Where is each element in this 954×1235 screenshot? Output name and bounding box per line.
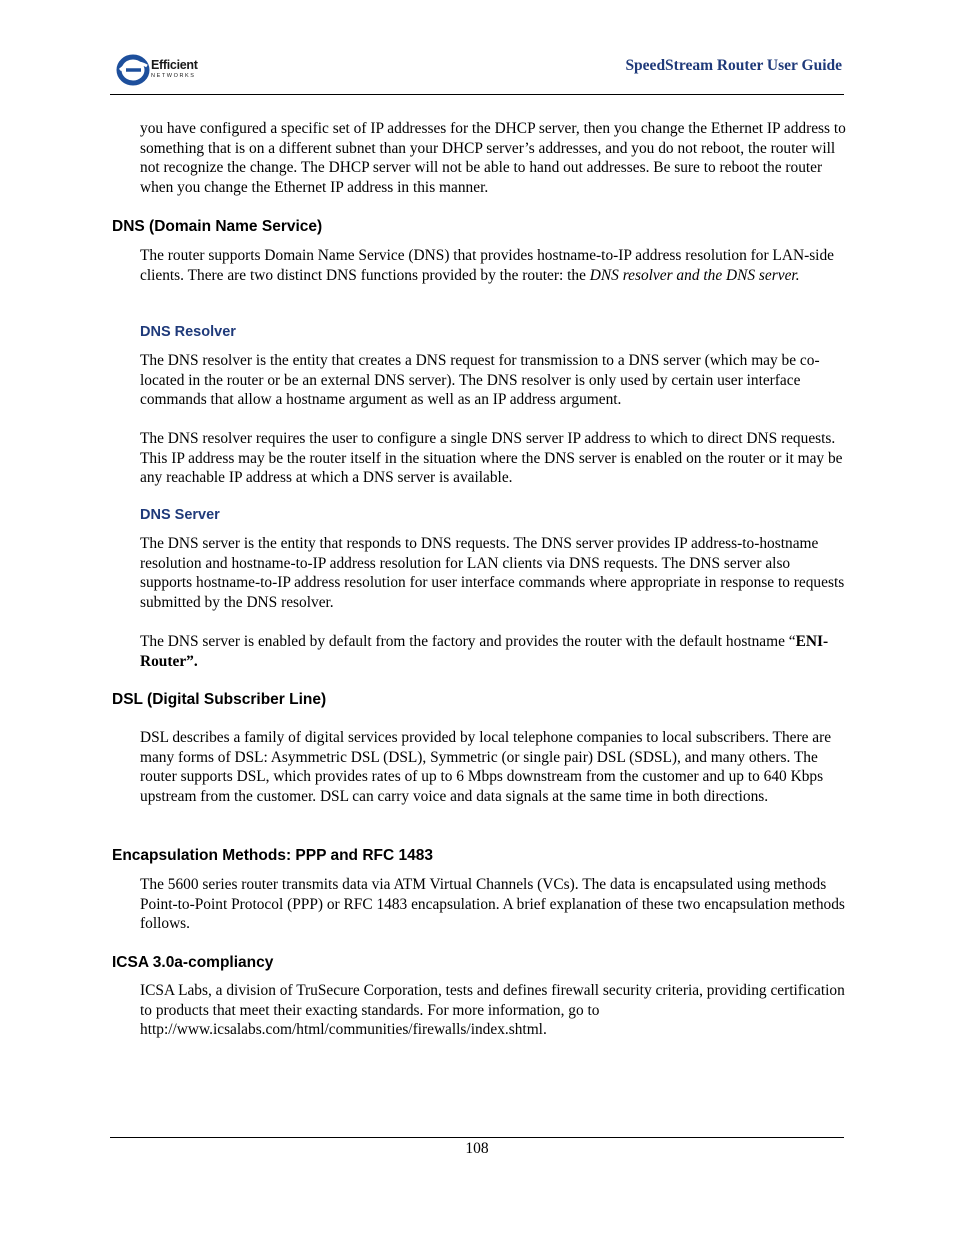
- dns-paragraph-italic: DNS resolver and the DNS server.: [589, 266, 800, 284]
- icsa-paragraph: ICSA Labs, a division of TruSecure Corporation, tests and defines firewall security criteria, providing certification to products that meet their exacting standards. For more information, go to http://www.icsalabs.com/html/communities/firewalls/index.shtml.: [140, 982, 845, 1039]
- footer-divider: [110, 1137, 844, 1138]
- dns-server-paragraph-1: The DNS server is the entity that responds to DNS requests. The DNS server provides IP address-to-hostname resolution and hostname-to-IP address resolution for LAN clients via DNS requests. The DNS server also supports hostname-to-IP address resolution for user interface commands where appropriate in response to requests submitted by the DNS resolver.: [140, 535, 845, 612]
- dsl-paragraph: DSL describes a family of digital services provided by local telephone companies to local subscribers. There are many forms of DSL: Asymmetric DSL (DSL), Symmetric (or single pair) DSL (SDSL), and many others. The router supports DSL, which provides rates of up to 6 Mbps downstream from the customer and up to 640 Kbps upstream from the customer. DSL can carry voice and data signals at the same time in both directions.: [140, 729, 832, 806]
- dns-server-paragraph-2-text: The DNS server is enabled by default from the factory and provides the router with the default hostname “: [140, 633, 796, 650]
- efficient-networks-logo: [114, 52, 214, 86]
- icsa-heading: ICSA 3.0a-compliancy: [112, 954, 274, 971]
- guide-title: SpeedStream Router User Guide: [625, 57, 842, 74]
- dns-resolver-paragraph-2: The DNS resolver requires the user to configure a single DNS server IP address to which to direct DNS requests. This IP address may be the router itself in the situation where the DNS server is enabled on the router or it may be any reachable IP address at which a DNS server is available.: [140, 430, 843, 487]
- dns-paragraph-text: The router supports Domain Name Service (DNS) that provides hostname-to-IP address resolution for LAN-side clients. There are two distinct DNS functions provided by the router: the: [140, 247, 834, 284]
- page-number: 108: [465, 1140, 489, 1157]
- dns-resolver-heading: DNS Resolver: [140, 324, 236, 340]
- default-hostname: ENI-Router”.: [140, 633, 829, 670]
- dns-resolver-paragraph-1: The DNS resolver is the entity that creates a DNS request for transmission to a DNS server (which may be co-located in the router or be an external DNS server). The DNS resolver is only used by certain user interface commands that allow a hostname argument as well as an IP address argument.: [140, 352, 820, 409]
- page-header: [110, 48, 844, 95]
- dns-server-heading: DNS Server: [140, 507, 220, 523]
- encapsulation-paragraph: The 5600 series router transmits data via ATM Virtual Channels (VCs). The data is encapsulated using methods Point-to-Point Protocol (PPP) or RFC 1483 encapsulation. A brief explanation of these two encapsulation methods follows.: [140, 876, 845, 933]
- dns-paragraph: [140, 246, 846, 285]
- encapsulation-heading: Encapsulation Methods: PPP and RFC 1483: [112, 847, 433, 864]
- dns-server-paragraph-2: [140, 632, 846, 671]
- dns-heading: DNS (Domain Name Service): [112, 218, 323, 235]
- logo-subtitle: NETWORKS: [151, 73, 196, 79]
- intro-paragraph: you have configured a specific set of IP addresses for the DHCP server, then you change the Ethernet IP address to something that is on a different subnet than your DHCP server’s addresses, and you do not reboot, the router will not recognize the change. The DHCP server will not be able to hand out addresses. Be sure to reboot the router when you change the Ethernet IP address in this manner.: [140, 120, 846, 197]
- logo-wordmark: Efficient: [151, 58, 198, 72]
- dsl-heading: DSL (Digital Subscriber Line): [112, 691, 327, 708]
